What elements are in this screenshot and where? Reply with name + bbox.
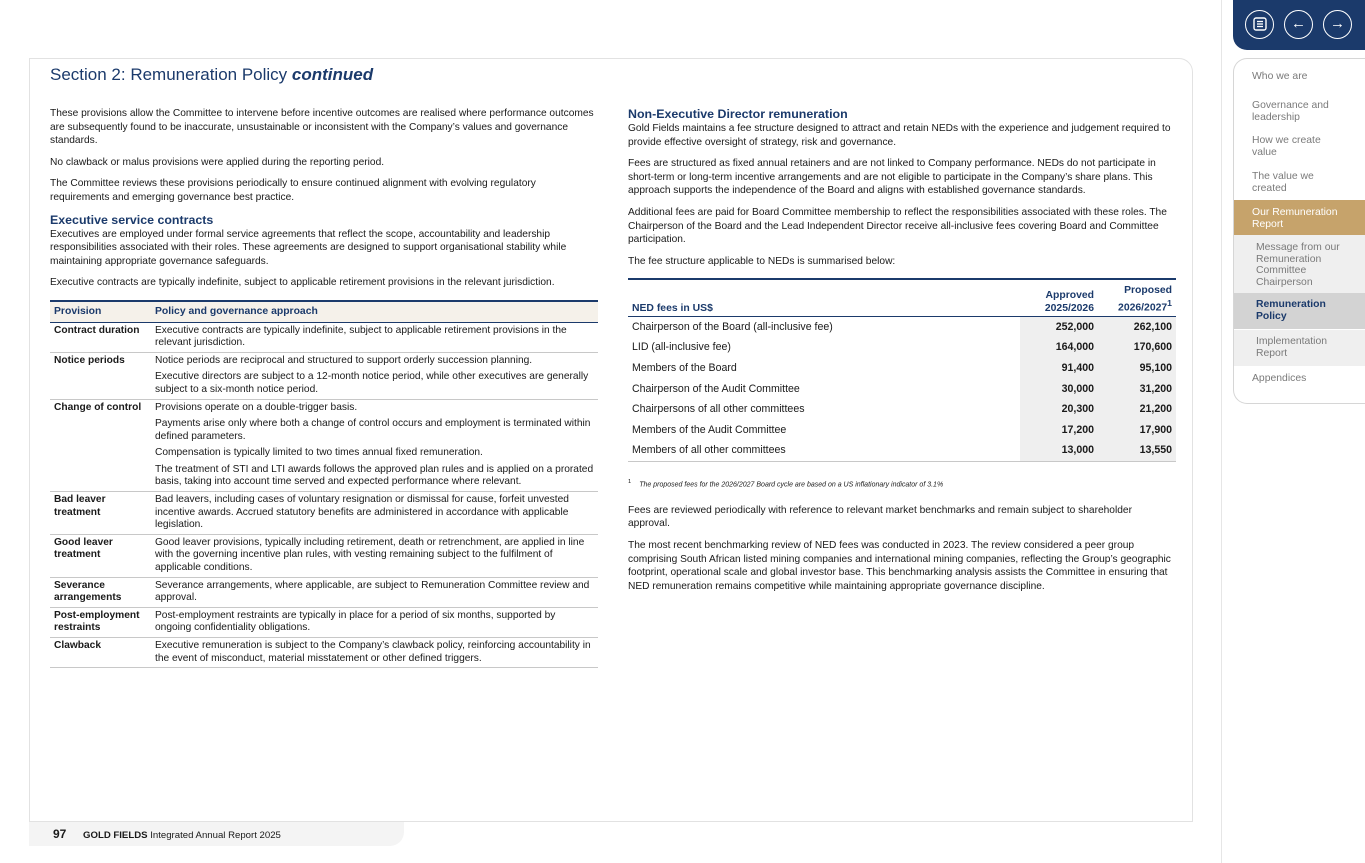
nav-item-how-we-create-value[interactable]: How we create value (1252, 135, 1321, 158)
fee-proposed: 95,100 (1098, 358, 1176, 379)
provision-name: Clawback (50, 638, 151, 668)
fee-approved: 13,000 (1020, 440, 1098, 461)
paragraph: Executives are employed under formal service agreements that reflect the scope, accountability and leadership responsibilities associated with their roles. These agreements are designed to support organisational stability while maintaining appropriate governance safeguards. (50, 228, 567, 267)
fee-proposed: 21,200 (1098, 399, 1176, 420)
nav-sub-remuneration-policy[interactable]: Remuneration Policy (1234, 293, 1365, 329)
provision-policy (151, 322, 598, 352)
provision-policy (151, 534, 598, 577)
table-row (50, 352, 598, 399)
paragraph: The most recent benchmarking review of NED fees was conducted in 2023. The review considered a peer group comprising South African listed mining companies and international mining companies, reflecting the Group’s geographic footprint, operational scale and global investor base. This benchmarking analysis assists the Committee in ensuring that NED remuneration remains competitive while maintaining appropriate governance discipline. (628, 540, 1171, 592)
arrow-right-icon[interactable]: → (1323, 10, 1352, 39)
provision-name: Severance arrangements (50, 577, 151, 607)
fee-label: LID (all-inclusive fee) (632, 341, 731, 354)
fee-label: Chairpersons of all other committees (632, 403, 805, 416)
policy-text: Post-employment restraints are typically in place for a period of six months, supported by ongoing confidentiality obligations. (155, 609, 556, 634)
page-number: 97 (53, 827, 67, 841)
nav-item-remuneration-report[interactable]: Our Remuneration Report (1234, 200, 1365, 237)
page-divider (1221, 0, 1222, 863)
fee-label: Members of the Audit Committee (632, 423, 787, 436)
report-page (29, 58, 1193, 822)
section-nav (1233, 58, 1365, 404)
provision-policy (151, 352, 598, 399)
provision-name: Bad leaver treatment (50, 492, 151, 535)
fee-proposed: 17,900 (1098, 420, 1176, 441)
fee-row (628, 316, 1176, 337)
provision-name: Change of control (50, 399, 151, 492)
table-header: Provision (50, 301, 151, 322)
nav-item-value-created[interactable]: The value we created (1252, 171, 1314, 194)
table-header: NED fees in US$ (628, 279, 1020, 316)
provision-policy (151, 399, 598, 492)
nav-item-governance[interactable]: Governance and leadership (1252, 100, 1329, 123)
right-column (628, 107, 1176, 601)
fee-row (628, 379, 1176, 400)
paragraph: Fees are reviewed periodically with reference to relevant market benchmarks and remain subject to shareholder approval. (628, 504, 1132, 530)
provision-policy (151, 492, 598, 535)
provision-name: Post-employment restraints (50, 607, 151, 637)
paragraph: No clawback or malus provisions were applied during the reporting period. (50, 156, 385, 168)
heading-ned-remuneration: Non-Executive Director remuneration (628, 107, 848, 121)
page-footer (29, 822, 404, 846)
fee-label: Chairperson of the Audit Committee (632, 382, 800, 395)
contents-icon[interactable] (1245, 10, 1274, 39)
table-row (50, 492, 598, 535)
fee-proposed: 262,100 (1098, 316, 1176, 337)
fee-proposed: 31,200 (1098, 379, 1176, 400)
policy-text: Payments arise only where both a change of control occurs and employment is terminated within defined parameters. (155, 418, 591, 442)
policy-text: Bad leavers, including cases of voluntary resignation or dismissal for cause, forfeit unvested incentive awards. Accrued statutory benefits are administered in accordance with applicable legislation. (155, 494, 569, 531)
heading-executive-contracts: Executive service contracts (50, 212, 214, 227)
table-row (50, 322, 598, 352)
fee-approved: 91,400 (1020, 358, 1098, 379)
policy-text: Compensation is typically limited to two times annual fixed remuneration. (155, 447, 483, 459)
table-header-proposed: Proposed 2026/2027$^1$ (1098, 279, 1176, 316)
fee-row (628, 440, 1176, 461)
footnote: $^1$ The proposed fees for the 2026/2027 Board cycle are based on a US inflationary indicator of 3.1% (628, 478, 944, 489)
policy-text: Executive remuneration is subject to the Company’s clawback policy, reinforcing accountability in the event of misconduct, material misstatement or other defined triggers. (155, 640, 591, 664)
provision-name: Good leaver treatment (50, 534, 151, 577)
policy-text: Provisions operate on a double-trigger basis. (155, 401, 358, 413)
paragraph: The Committee reviews these provisions periodically to ensure continued alignment with evolving regulatory requirements and emerging governance best practice. (50, 178, 536, 203)
fee-approved: 17,200 (1020, 420, 1098, 441)
policy-text: Executive contracts are typically indefinite, subject to applicable retirement provisions in the relevant jurisdiction. (155, 324, 567, 349)
paragraph: These provisions allow the Committee to intervene before incentive outcomes are realised where performance outcomes are subsequently found to be inaccurate, unsustainable or inconsistent with the Company’s values and governance standards. (50, 108, 594, 147)
policy-text: Good leaver provisions, typically including retirement, death or retrenchment, are applied in line with the governing incentive plan rules, with vesting remaining subject to the fulfilment of applicable conditions. (155, 536, 585, 574)
fee-approved: 30,000 (1020, 379, 1098, 400)
fee-row (628, 337, 1176, 358)
arrow-left-icon[interactable]: ← (1284, 10, 1313, 39)
table-row (50, 607, 598, 637)
nav-item-who-we-are[interactable]: Who we are (1252, 71, 1308, 82)
fee-row (628, 399, 1176, 420)
policy-text: Executive directors are subject to a 12-month notice period, while other executives are generally subject to a six-month notice period. (155, 371, 589, 395)
nav-sub-chair-message[interactable]: Message from our Remuneration Committee Chairperson (1234, 235, 1365, 295)
paragraph: Executive contracts are typically indefinite, subject to applicable retirement provisions in the relevant jurisdiction. (50, 277, 555, 289)
provision-policy (151, 638, 598, 668)
paragraph: Gold Fields maintains a fee structure designed to attract and retain NEDs with the experience and judgement required to provide effective oversight of strategy, risk and governance. (628, 123, 1171, 148)
fee-approved: 252,000 (1020, 316, 1098, 337)
nav-item-appendices[interactable]: Appendices (1252, 373, 1307, 384)
provisions-table (50, 300, 598, 668)
policy-text: The treatment of STI and LTI awards follows the approved plan rules and is applied on a prorated basis, taking into account time served and expected performance where relevant. (155, 463, 594, 488)
fee-proposed: 13,550 (1098, 440, 1176, 461)
paragraph: Fees are structured as fixed annual retainers and are not linked to Company performance. NEDs do not participate in short-term or long-term incentive arrangements and are not eligible to participate in the Company’s share plans. This approach supports the independence of the Board and aligns with established governance standards. (628, 158, 1156, 197)
brand-name: GOLD FIELDS (83, 830, 148, 841)
report-name: Integrated Annual Report 2025 (150, 830, 281, 841)
table-row (50, 577, 598, 607)
table-row (50, 399, 598, 492)
left-column (50, 107, 598, 668)
ned-fees-table (628, 278, 1176, 462)
paragraph: Additional fees are paid for Board Committee membership to reflect the responsibilities associated with these roles. The Chairperson of the Board and the Lead Independent Director receive all-inclusive fees covering Board and Committee participation. (628, 206, 1167, 246)
provision-name: Notice periods (50, 352, 151, 399)
table-header-approved: Approved 2025/2026 (1020, 279, 1098, 316)
fee-row (628, 358, 1176, 379)
table-row (50, 638, 598, 668)
fee-approved: 164,000 (1020, 337, 1098, 358)
table-row (50, 534, 598, 577)
fee-approved: 20,300 (1020, 399, 1098, 420)
nav-toolbar (1233, 0, 1365, 50)
table-header: Policy and governance approach (151, 301, 598, 322)
policy-text: Notice periods are reciprocal and structured to support orderly succession planning. (155, 354, 533, 366)
fee-label: Members of the Board (632, 362, 737, 374)
paragraph: The fee structure applicable to NEDs is summarised below: (628, 255, 896, 267)
policy-text: Severance arrangements, where applicable, are subject to Remuneration Committee review and approval. (155, 579, 590, 604)
fee-label: Chairperson of the Board (all-inclusive fee) (632, 320, 833, 333)
fee-row (628, 420, 1176, 441)
nav-sub-implementation-report[interactable]: Implementation Report (1234, 330, 1365, 366)
fee-label: Members of all other committees (628, 440, 1020, 461)
page-title: Section 2: Remuneration Policy continued (50, 65, 374, 84)
provision-policy (151, 607, 598, 637)
fee-proposed: 170,600 (1098, 337, 1176, 358)
provision-name: Contract duration (50, 322, 151, 352)
provision-policy (151, 577, 598, 607)
